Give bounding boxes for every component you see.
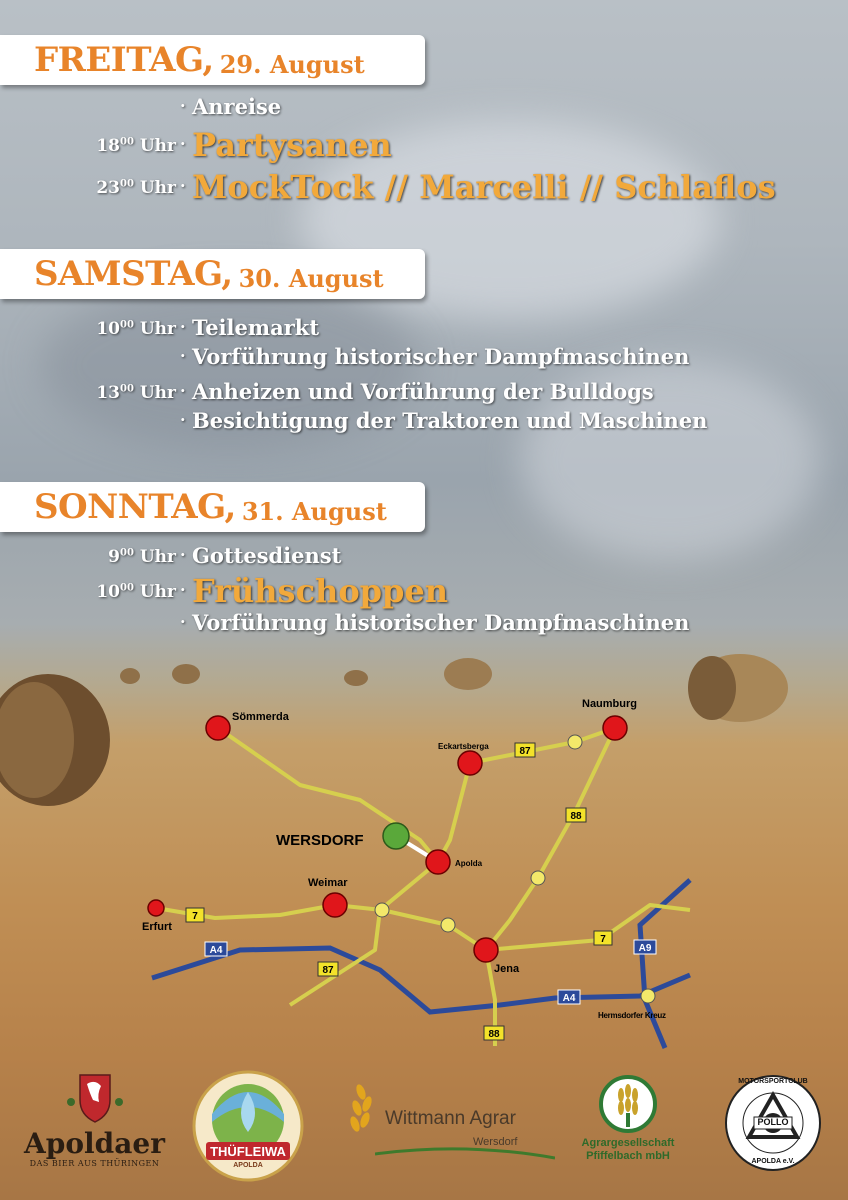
city-erfurt xyxy=(148,900,164,916)
junction xyxy=(641,989,655,1003)
bullet: · xyxy=(180,176,186,195)
city-wersdorf xyxy=(383,823,409,849)
event-text: Gottesdienst xyxy=(192,543,342,568)
event-text: Vorführung historischer Dampfmaschinen xyxy=(192,610,690,635)
road-naumburg-jena xyxy=(486,728,615,950)
city-naumburg xyxy=(603,716,627,740)
city-label: Apolda xyxy=(455,859,483,868)
bullet: · xyxy=(180,545,186,564)
sponsor-thuefleiwa xyxy=(192,1070,304,1182)
event-text: Besichtigung der Traktoren und Maschinen xyxy=(192,408,708,433)
bullet: · xyxy=(180,317,186,336)
event-time: $23^{00}$ Uhr xyxy=(96,178,176,198)
road-weimar-jena xyxy=(335,905,486,950)
bullet: · xyxy=(180,612,186,631)
junction xyxy=(441,918,455,932)
road-label-88: 88 xyxy=(570,811,582,822)
sponsor-line2: Pfiffelbach mbH xyxy=(586,1150,670,1162)
bullet: · xyxy=(180,381,186,400)
bullet: · xyxy=(180,580,186,599)
event-text: Vorführung historischer Dampfmaschinen xyxy=(192,344,690,369)
event-text: Teilemarkt xyxy=(192,315,320,340)
city-label: Naumburg xyxy=(582,698,637,710)
road-label-87: 87 xyxy=(322,965,334,976)
road-eckartsberga-apolda xyxy=(438,763,470,862)
day-name: SAMSTAG, xyxy=(34,254,233,294)
city-label: Weimar xyxy=(308,877,348,889)
road-label-7: 7 xyxy=(600,934,606,945)
sponsor-agrargesellschaft xyxy=(568,1075,688,1170)
day-date: 30. August xyxy=(238,263,384,293)
sponsor-tagline: DAS BIER AUS THÜRINGEN xyxy=(29,1159,160,1168)
city-soemmerda xyxy=(206,716,230,740)
road-label-7: 7 xyxy=(192,911,198,922)
event-text: Anreise xyxy=(192,94,282,119)
city-weimar xyxy=(323,893,347,917)
sponsor-sub: Wersdorf xyxy=(473,1136,518,1148)
event-headline: Partysanen xyxy=(192,126,392,164)
sponsor-line1: Agrargesellschaft xyxy=(581,1137,675,1149)
sponsor-wittmann xyxy=(345,1080,545,1160)
city-label: Sömmerda xyxy=(232,711,289,723)
sponsor-sub: APOLDA xyxy=(233,1162,263,1169)
bullet: · xyxy=(180,410,186,429)
junction xyxy=(568,735,582,749)
event-time: $18^{00}$ Uhr xyxy=(96,136,176,156)
road-label-a4: A4 xyxy=(562,993,576,1004)
sponsor-bottom: APOLDA e.V. xyxy=(751,1158,795,1165)
day-date: 31. August xyxy=(241,496,387,526)
swoosh-icon xyxy=(375,1146,555,1162)
event-time: $10^{00}$ Uhr xyxy=(96,582,176,602)
city-label: Erfurt xyxy=(142,921,172,933)
sponsor-name: THÜFLEIWA xyxy=(210,1144,286,1159)
event-time: $9^{00}$ Uhr xyxy=(108,547,176,567)
sponsor-name: Apoldaer xyxy=(24,1127,165,1160)
road-label-88: 88 xyxy=(488,1029,500,1040)
road-label-87: 87 xyxy=(519,746,531,757)
event-text: Anheizen und Vorführung der Bulldogs xyxy=(192,379,654,404)
road-label-a9: A9 xyxy=(638,943,652,954)
sponsor-top: MOTORSPORTCLUB xyxy=(738,1078,808,1085)
event-time: $13^{00}$ Uhr xyxy=(96,383,176,403)
junction xyxy=(531,871,545,885)
autobahn-a4 xyxy=(152,948,690,1012)
city-jena xyxy=(474,938,498,962)
lion-crest-icon xyxy=(65,1070,125,1125)
day-date: 29. August xyxy=(219,49,365,79)
junction xyxy=(375,903,389,917)
event-headline: MockTock // Marcelli // Schlaflos xyxy=(192,168,776,206)
city-apolda xyxy=(426,850,450,874)
event-headline: Frühschoppen xyxy=(192,572,449,610)
road-erfurt-weimar xyxy=(156,905,335,918)
wheat-shield-icon xyxy=(599,1075,657,1133)
city-label: Jena xyxy=(494,963,520,975)
sponsor-center: POLLO xyxy=(757,1117,789,1127)
day-name: FREITAG, xyxy=(34,40,214,80)
road-label-a4: A4 xyxy=(209,945,223,956)
sponsor-name: Wittmann Agrar xyxy=(385,1108,516,1129)
sponsor-motorsportclub xyxy=(724,1074,822,1172)
bullet: · xyxy=(180,96,186,115)
city-label: WERSDORF xyxy=(276,832,364,849)
event-time: $10^{00}$ Uhr xyxy=(96,319,176,339)
city-eckartsberga xyxy=(458,751,482,775)
road-eckartsberga-naumburg xyxy=(470,728,615,763)
bullet: · xyxy=(180,346,186,365)
sponsor-apoldaer xyxy=(22,1070,167,1180)
bullet: · xyxy=(180,134,186,153)
city-label: Eckartsberga xyxy=(438,742,489,751)
day-name: SONNTAG, xyxy=(34,487,236,527)
city-label: Hermsdorfer Kreuz xyxy=(598,1011,666,1020)
